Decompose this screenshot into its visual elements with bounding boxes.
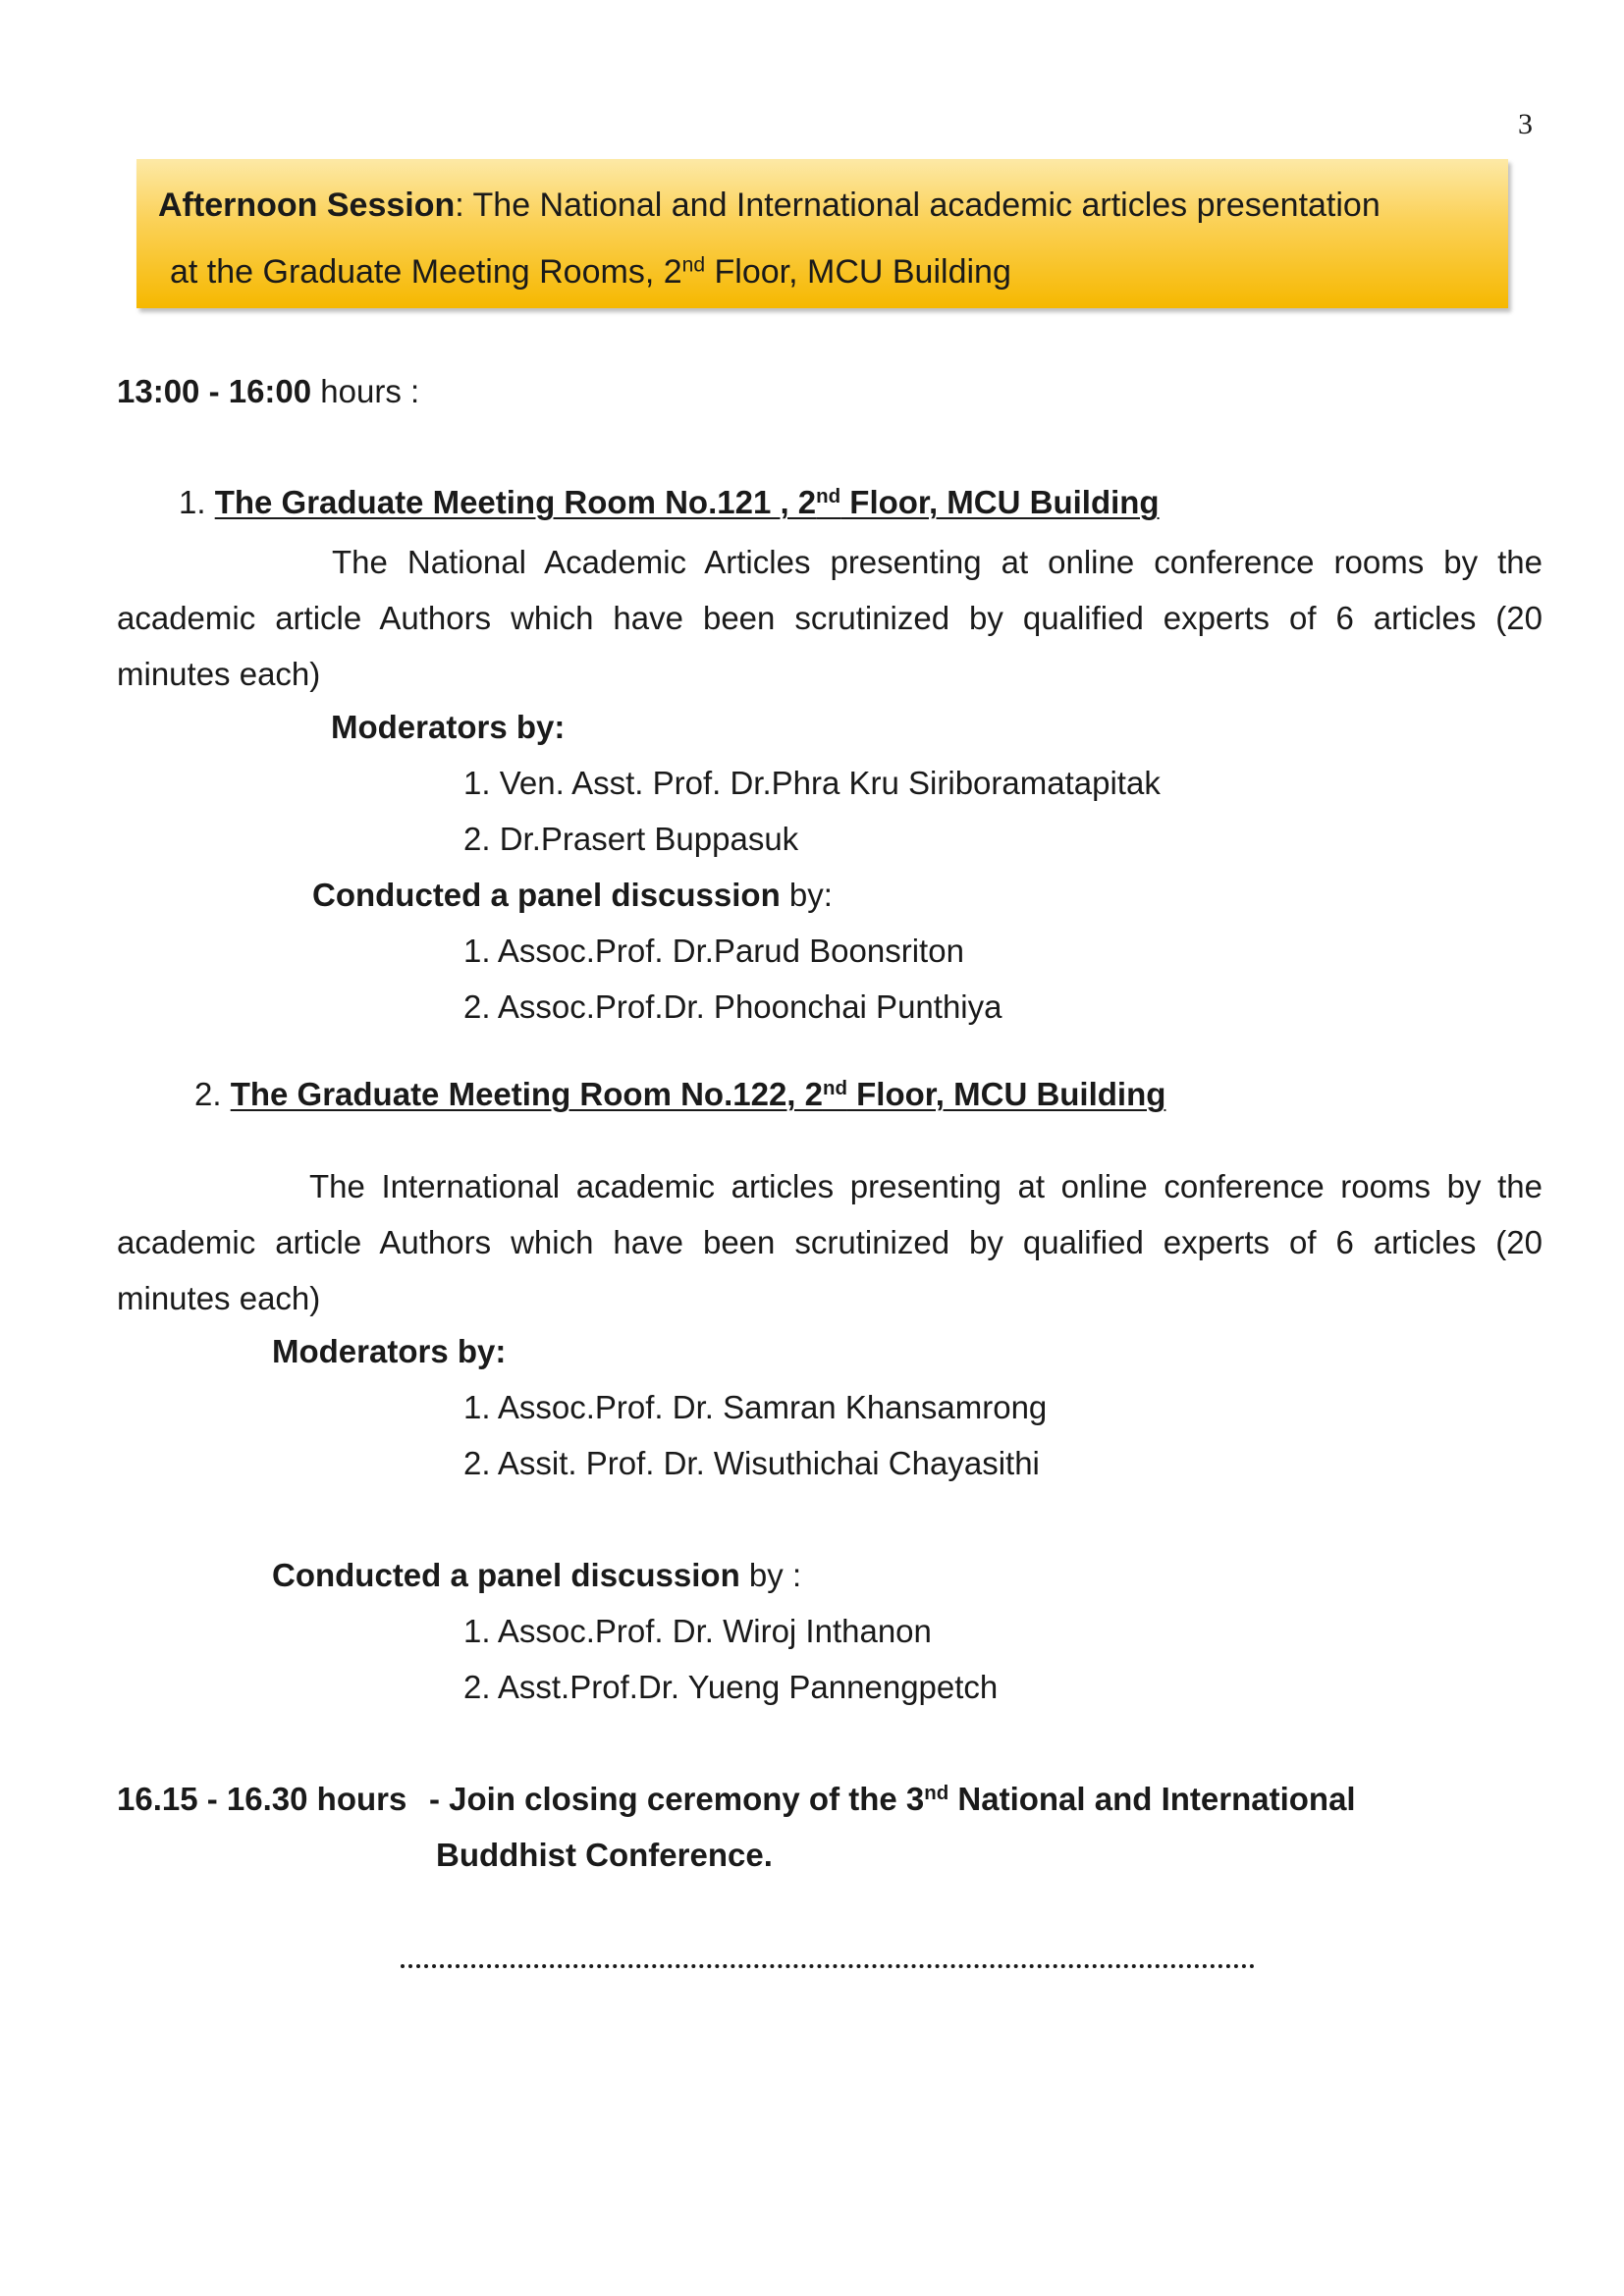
room-2-moderator: 2. Assit. Prof. Dr. Wisuthichai Chayasithi — [463, 1445, 1040, 1481]
room-1-description-line: minutes each) — [117, 656, 321, 692]
room-2-description-line: The International academic articles presenting at online conference rooms by the — [309, 1168, 1543, 1204]
room-2-moderator: 1. Assoc.Prof. Dr. Samran Khansamrong — [463, 1389, 1048, 1425]
room-2-panel-label: Conducted a panel discussion by : — [272, 1557, 802, 1593]
banner-superscript: nd — [681, 253, 706, 277]
time-slot-suffix: hours : — [311, 373, 420, 409]
banner-text-3: Floor, MCU Building — [705, 253, 1011, 291]
room-2-moderators-label: Moderators by: — [272, 1333, 507, 1369]
room-2-description-line: academic article Authors which have been scrutinized by qualified experts of 6 articles (20 — [117, 1224, 1543, 1260]
room-1-panel-label: Conducted a panel discussion by: — [312, 877, 833, 913]
closing-time: 16.15 - 16.30 hours — [117, 1781, 407, 1817]
room-1-description-line: academic article Authors which have been scrutinized by qualified experts of 6 articles (20 — [117, 600, 1543, 636]
banner-title: Afternoon Session — [158, 187, 456, 224]
room-1-heading — [179, 484, 1160, 521]
room-2-panelist: 2. Asst.Prof.Dr. Yueng Pannengpetch — [463, 1669, 999, 1705]
banner-line-2 — [170, 253, 1011, 292]
time-slot — [117, 373, 419, 410]
room-1-description-line: The National Academic Articles presenting at online conference rooms by the — [332, 544, 1543, 580]
room-2-number: 2. — [194, 1076, 222, 1112]
closing-text-line-2: Buddhist Conference. — [436, 1837, 773, 1873]
room-1-number: 1. — [179, 484, 206, 520]
time-slot-time: 13:00 - 16:00 — [117, 373, 312, 409]
banner-text-1: : The National and International academic articles presentation — [455, 187, 1380, 224]
closing-text: - Join closing ceremony of the 3nd National and International — [429, 1781, 1356, 1817]
room-2-panelist: 1. Assoc.Prof. Dr. Wiroj Inthanon — [463, 1613, 932, 1649]
room-2-title: The Graduate Meeting Room No.122, 2nd Floor, MCU Building — [230, 1076, 1166, 1112]
room-1-moderator: 1. Ven. Asst. Prof. Dr.Phra Kru Siriboramatapitak — [463, 765, 1161, 801]
page-number: 3 — [1518, 108, 1533, 140]
banner-text-2: at the Graduate Meeting Rooms, 2 — [170, 253, 682, 291]
room-2-description — [117, 1158, 1543, 1326]
room-1-description — [117, 534, 1543, 702]
room-1-panelist: 2. Assoc.Prof.Dr. Phoonchai Punthiya — [463, 988, 1002, 1025]
room-1-title: The Graduate Meeting Room No.121 , 2nd Floor, MCU Building — [214, 484, 1160, 520]
room-1-moderator: 2. Dr.Prasert Buppasuk — [463, 821, 799, 857]
room-2-heading — [194, 1076, 1165, 1113]
session-banner — [136, 159, 1508, 308]
room-1-panelist: 1. Assoc.Prof. Dr.Parud Boonsriton — [463, 933, 964, 969]
dotted-divider — [401, 1964, 1255, 1968]
room-1-moderators-label: Moderators by: — [331, 709, 566, 745]
banner-line-1 — [158, 187, 1380, 225]
room-2-description-line: minutes each) — [117, 1280, 321, 1316]
